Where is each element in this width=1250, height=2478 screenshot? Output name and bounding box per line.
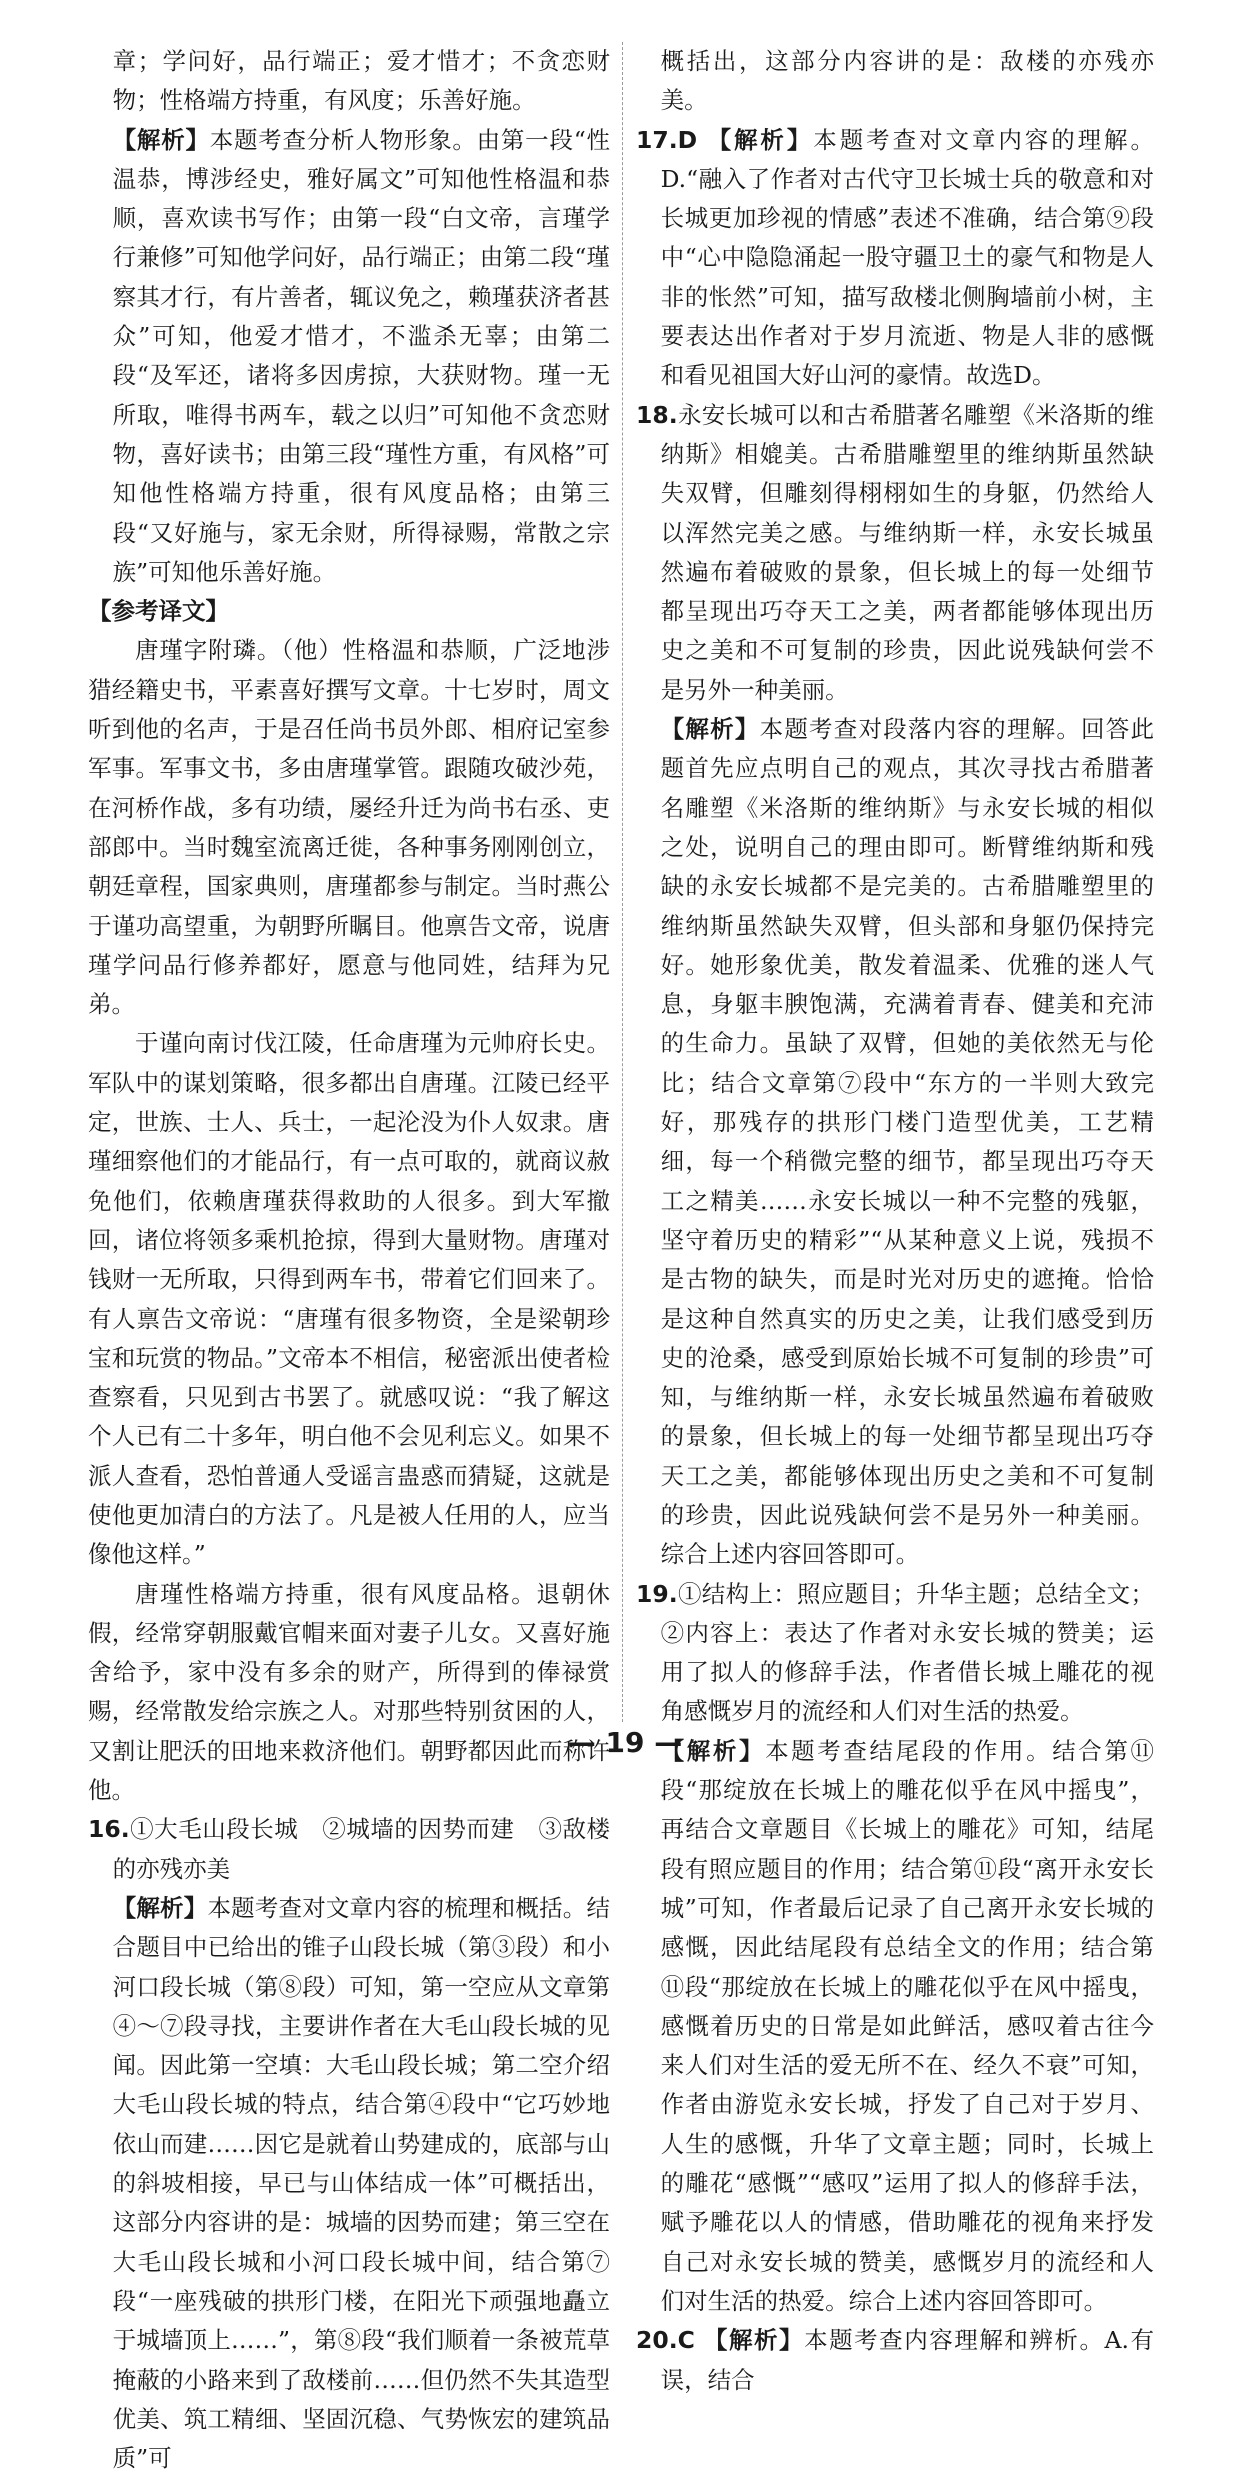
analysis-tag: 【解析】 [660,715,760,744]
column-divider [622,42,623,1722]
reference-translation-title: 【参考译文】 [88,597,229,626]
analysis-tag: 【解析】 [112,125,210,154]
q16-analysis: 【解析】本题考查对文章内容的梳理和概括。结合题目中已给出的锥子山段长城（第③段）和小河口段长城（第⑧段）可知，第一空应从文章第④～⑦段寻找，主要讲作者在大毛山段长城的见闻。因此第一空填：大毛山段长城；第二空介绍大毛山段长城的特点，结合第④段中“它巧妙地依山而建……因它是就着山势建成的，底部与山的斜坡相接，早已与山体结成一体”可概括出，这部分内容讲的是：城墙的因势而建；第三空在大毛山段长城和小河口段长城中间，结合第⑦段“一座残破的拱形门楼，在阳光下顽强地矗立于城墙顶上……”，第⑧段“我们顺着一条被荒草掩蔽的小路来到了敌楼前……但仍然不失其造型优美、筑工精细、坚固沉稳、气势恢宏的建筑品质”可 [112,1893,610,2473]
right-column [636,42,1154,2400]
question-number: 20. [636,2326,678,2355]
page-number: — 19 — [567,1726,683,1759]
question-number: 19. [636,1579,678,1608]
q19-answer: 19.①结构上：照应题目；升华主题；总结全文；②内容上：表达了作者对永安长城的赞美；运用了拟人的修辞手法，作者借长城上雕花的视角感慨岁月的流经和人们对生活的热爱。 [636,1579,1154,1726]
q16-analysis-tail: 概括出，这部分内容讲的是：敌楼的亦残亦美。 [660,47,1154,115]
translation-paragraph-3: 唐瑾性格端方持重，很有风度品格。退朝休假，经常穿朝服戴官帽来面对妻子儿女。又喜好施舍给予，家中没有多余的财产，所得到的俸禄赏赐，经常散发给宗族之人。对那些特别贫困的人，又割让肥沃的田地来救济他们。朝野都因此而称许他。 [88,1579,610,1805]
analysis-tag: 【解析】 [703,2326,805,2355]
translation-paragraph-1: 唐瑾字附璘。（他）性格温和恭顺，广泛地涉猎经籍史书，平素喜好撰写文章。十七岁时，周文听到他的名声，于是召任尚书员外郎、相府记室参军事。军事文书，多由唐瑾掌管。跟随攻破沙苑，在河桥作战，多有功绩，屡经升迁为尚书右丞、吏部郎中。当时魏室流离迁徙，各种事务刚刚创立，朝廷章程，国家典则，唐瑾都参与制定。当时燕公于谨功高望重，为朝野所瞩目。他禀告文帝，说唐瑾学问品行修养都好，愿意与他同姓，结拜为兄弟。 [88,636,610,1019]
answer-choice: C [677,2326,695,2355]
q15-analysis: 【解析】本题考查分析人物形象。由第一段“性温恭，博涉经史，雅好属文”可知他性格温和恭顺，喜欢读书写作；由第一段“白文帝，言瑾学行兼修”可知他学问好，品行端正；由第二段“瑾察其才行，有片善者，辄议免之，赖瑾获济者甚众”可知，他爱才惜才，不滥杀无辜；由第二段“及军还，诸将多因虏掠，大获财物。瑾一无所取，唯得书两车，载之以归”可知他不贪恋财物，喜好读书；由第三段“瑾性方重，有风格”可知他性格端方持重，很有风度品格；由第三段“又好施与，家无余财，所得禄赐，常散之宗族”可知他乐善好施。 [112,125,610,586]
left-column [88,42,610,2478]
q18-answer: 18.永安长城可以和古希腊著名雕塑《米洛斯的维纳斯》相媲美。古希腊雕塑里的维纳斯虽然缺失双臂，但雕刻得栩栩如生的身躯，仍然给人以浑然完美之感。与维纳斯一样，永安长城虽然遍布着破败的景象，但长城上的每一处细节都呈现出巧夺天工之美，两者都能够体现出历史之美和不可复制的珍贵，因此说残缺何尝不是另外一种美丽。 [636,400,1154,704]
analysis-tag: 【解析】 [660,1736,766,1765]
question-number: 17. [636,125,678,154]
q15-answer-tail: 章；学问好，品行端正；爱才惜才；不贪恋财物；性格端方持重，有风度；乐善好施。 [112,47,610,115]
q18-analysis: 【解析】本题考查对段落内容的理解。回答此题首先应点明自己的观点，其次寻找古希腊著名雕塑《米洛斯的维纳斯》与永安长城的相似之处，说明自己的理由即可。断臂维纳斯和残缺的永安长城都不是完美的。古希腊雕塑里的维纳斯虽然缺失双臂，但头部和身躯仍保持完好。她形象优美，散发着温柔、优雅的迷人气息，身躯丰腴饱满，充满着青春、健美和充沛的生命力。虽缺了双臂，但她的美依然无与伦比；结合文章第⑦段中“东方的一半则大致完好，那残存的拱形门楼门造型优美，工艺精细，每一个稍微完整的细节，都呈现出巧夺天工之精美……永安长城以一种不完整的残躯，坚守着历史的精彩”“从某种意义上说，残损不是古物的缺失，而是时光对历史的遮掩。恰恰是这种自然真实的历史之美，让我们感受到历史的沧桑，感受到原始长城不可复制的珍贵”可知，与维纳斯一样，永安长城虽然遍布着破败的景象，但长城上的每一处细节都呈现出巧夺天工之美，都能够体现出历史之美和不可复制的珍贵，因此说残缺何尝不是另外一种美丽。综合上述内容回答即可。 [660,715,1155,1569]
q20-answer: 20.C 【解析】本题考查内容理解和辨析。A.有误，结合 [636,2326,1154,2394]
translation-paragraph-2: 于谨向南讨伐江陵，任命唐瑾为元帅府长史。军队中的谋划策略，很多都出自唐瑾。江陵已经平定，世族、士人、兵士，一起沦没为仆人奴隶。唐瑾细察他们的才能品行，有一点可取的，就商议赦免他们，依赖唐瑾获得救助的人很多。到大军撤回，诸位将领多乘机抢掠，得到大量财物。唐瑾对钱财一无所取，只得到两车书，带着它们回来了。有人禀告文帝说：“唐瑾有很多物资，全是梁朝珍宝和玩赏的物品。”文帝本不相信，秘密派出使者检查察看，只见到古书罢了。就感叹说：“我了解这个人已有二十多年，明白他不会见利忘义。如果不派人查看，恐怕普通人受谣言蛊惑而猜疑，这就是使他更加清白的方法了。凡是被人任用的人，应当像他这样。” [88,1029,610,1569]
q19-analysis: 【解析】本题考查结尾段的作用。结合第⑪段“那绽放在长城上的雕花似乎在风中摇曳”，再结合文章题目《长城上的雕花》可知，结尾段有照应题目的作用；结合第⑪段“离开永安长城”可知，作者最后记录了自己离开永安长城的感慨，因此结尾段有总结全文的作用；结合第⑪段“那绽放在长城上的雕花似乎在风中摇曳，感慨着历史的日常是如此鲜活，感叹着古往今来人们对生活的爱无所不在、经久不衰”可知，作者由游览永安长城，抒发了自己对于岁月、人生的感慨，升华了文章主题；同时，长城上的雕花“感慨”“感叹”运用了拟人的修辞手法，赋予雕花以人的情感，借助雕花的视角来抒发自己对永安长城的赞美，感慨岁月的流经和人们对生活的热爱。综合上述内容回答即可。 [660,1736,1154,2315]
analysis-tag: 【解析】 [112,1893,208,1922]
answer-choice: D [677,125,698,154]
analysis-tag: 【解析】 [707,125,814,154]
question-number: 18. [636,400,678,429]
q17-answer: 17.D 【解析】本题考查对文章内容的理解。D.“融入了作者对古代守卫长城士兵的敬意和对长城更加珍视的情感”表述不准确，结合第⑨段中“心中隐隐涌起一股守疆卫土的豪气和物是人非的怅然”可知，描写敌楼北侧胸墙前小树，主要表达出作者对于岁月流逝、物是人非的感慨和看见祖国大好山河的豪情。故选D。 [636,125,1154,390]
q16-answer: 16.①大毛山段长城 ②城墙的因势而建 ③敌楼的亦残亦美 [88,1815,610,1883]
question-number: 16. [88,1815,130,1844]
